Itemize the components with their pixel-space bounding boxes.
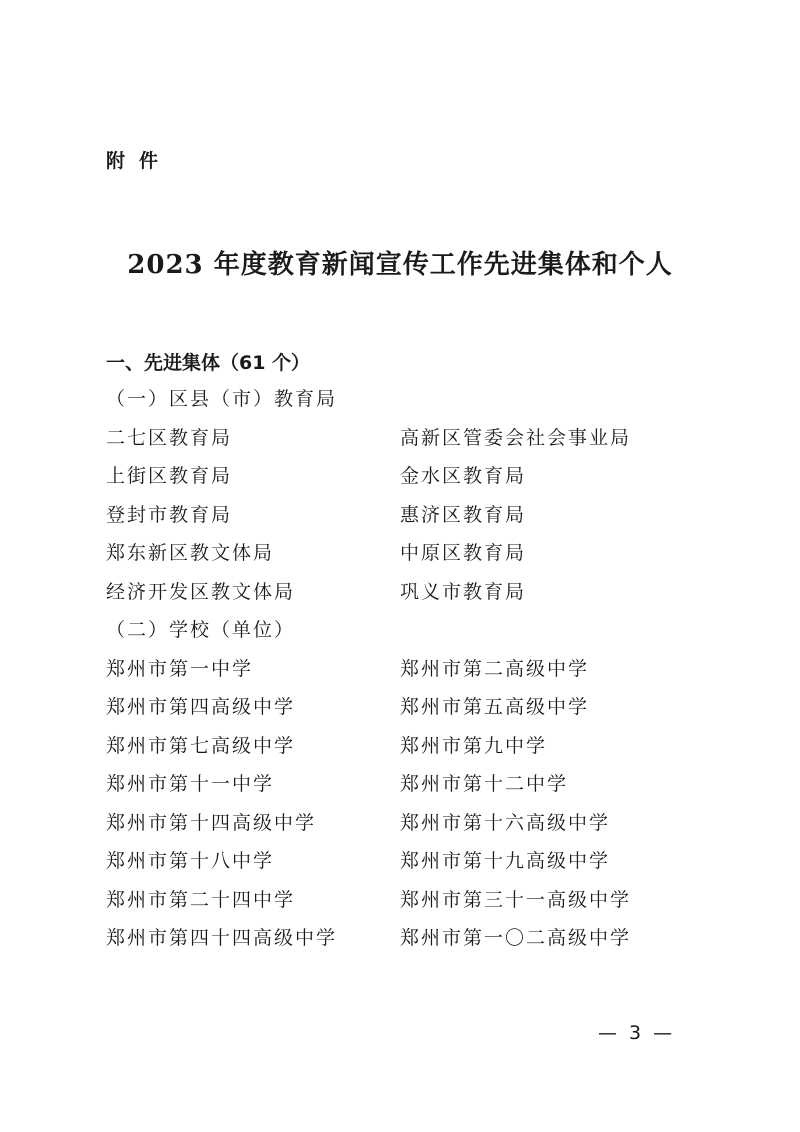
list-item: 登封市教育局 bbox=[106, 503, 233, 526]
list-item: 郑州市第四十四高级中学 bbox=[106, 927, 338, 949]
list-item: 惠济区教育局 bbox=[400, 503, 527, 526]
attachment-label: 附件 bbox=[106, 150, 173, 172]
page-number: — 3 — bbox=[598, 1022, 676, 1044]
list-item: 郑州市第十六高级中学 bbox=[400, 811, 611, 834]
list-item: 高新区管委会社会事业局 bbox=[400, 426, 632, 449]
document-title: 2023 年度教育新闻宣传工作先进集体和个人 bbox=[127, 250, 673, 280]
list-row bbox=[106, 534, 706, 573]
list-item: 郑州市第十二中学 bbox=[400, 773, 569, 795]
list-item: 郑州市第一中学 bbox=[106, 657, 254, 680]
list-row bbox=[106, 496, 706, 535]
list-item: 郑州市第四高级中学 bbox=[106, 696, 296, 718]
list-item: 郑州市第十八中学 bbox=[106, 850, 275, 872]
subsection-heading: （一）区县（市）教育局 bbox=[106, 388, 338, 410]
list-item: 郑州市第七高级中学 bbox=[106, 734, 296, 757]
list-row bbox=[106, 573, 706, 612]
list-item: 郑州市第五高级中学 bbox=[400, 696, 590, 718]
subsection-heading: （二）学校（单位） bbox=[106, 619, 296, 641]
list-row bbox=[106, 919, 706, 958]
list-row bbox=[106, 881, 706, 920]
list-item: 经济开发区教文体局 bbox=[106, 580, 296, 603]
list-item: 郑州市第二高级中学 bbox=[400, 657, 590, 680]
list-item: 郑州市第三十一高级中学 bbox=[400, 888, 632, 911]
list-row bbox=[106, 727, 706, 766]
list-item: 郑州市第二十四中学 bbox=[106, 888, 296, 911]
section-heading-advanced-collectives: 一、先进集体（61 个） bbox=[106, 352, 311, 374]
list-row bbox=[106, 457, 706, 496]
list-item: 郑东新区教文体局 bbox=[106, 542, 275, 564]
collective-list bbox=[106, 380, 706, 958]
list-row bbox=[106, 419, 706, 458]
list-item: 二七区教育局 bbox=[106, 426, 233, 449]
list-row bbox=[106, 688, 706, 727]
list-item: 郑州市第九中学 bbox=[400, 734, 548, 757]
list-item: 郑州市第十九高级中学 bbox=[400, 850, 611, 872]
list-item: 上街区教育局 bbox=[106, 465, 233, 487]
list-item: 巩义市教育局 bbox=[400, 580, 527, 603]
list-item: 金水区教育局 bbox=[400, 465, 527, 487]
list-row bbox=[106, 842, 706, 881]
list-row bbox=[106, 650, 706, 689]
list-row bbox=[106, 765, 706, 804]
list-item: 郑州市第十四高级中学 bbox=[106, 811, 317, 834]
list-row bbox=[106, 804, 706, 843]
list-item: 郑州市第一〇二高级中学 bbox=[400, 927, 632, 949]
list-item: 中原区教育局 bbox=[400, 542, 527, 564]
list-item: 郑州市第十一中学 bbox=[106, 773, 275, 795]
